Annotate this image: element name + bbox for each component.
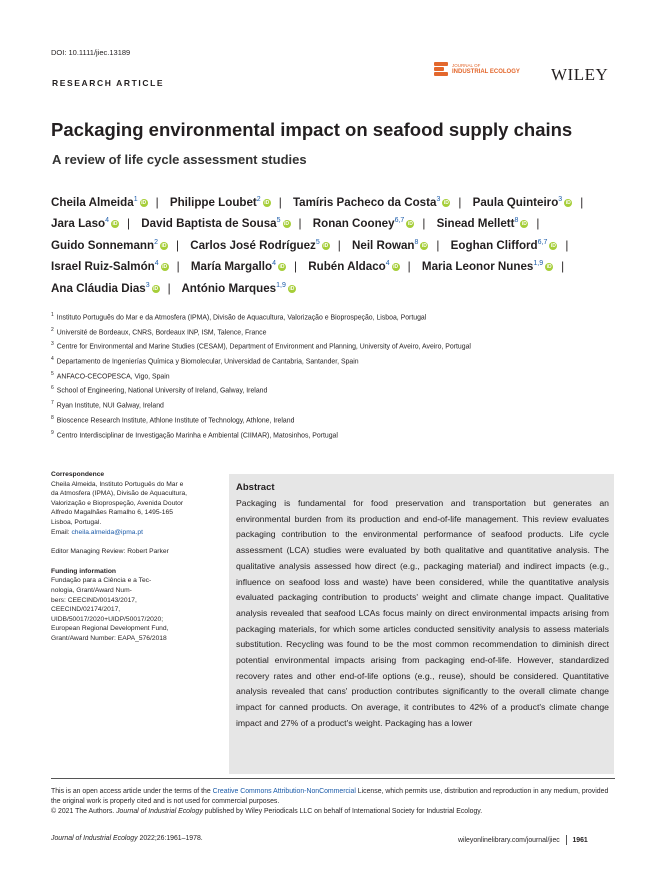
side-text-line: CEECIND/02174/2017, <box>51 606 121 614</box>
orcid-icon[interactable]: iD <box>264 199 270 206</box>
author-separator: | <box>278 196 282 209</box>
author-affiliation-ref[interactable]: 2 <box>154 238 158 246</box>
journal-logo-icon <box>434 62 448 76</box>
author-separator: | <box>298 217 302 231</box>
side-text-line: UIDB/50017/2020+UIDP/50017/2020; <box>51 615 164 623</box>
orcid-icon[interactable]: iD <box>393 264 399 271</box>
doi[interactable]: DOI: 10.1111/jiec.13189 <box>51 48 131 57</box>
author-name[interactable]: Ana Cláudia Dias$^3$ iD <box>51 281 159 295</box>
journal-logo-line1: JOURNAL OF <box>452 63 481 68</box>
orcid-icon[interactable]: iD <box>421 242 427 249</box>
author-separator: | <box>561 260 565 274</box>
author-separator: | <box>407 260 411 274</box>
author-affiliation-ref[interactable]: 3 <box>558 196 563 204</box>
author-name[interactable]: María Margallo$^4$ iD <box>190 260 285 274</box>
correspondence-email: Email: cheila.almeida@ipma.pt <box>51 528 143 536</box>
side-text-line: Lisboa, Portugal. <box>51 518 102 526</box>
journal-url-link[interactable]: wileyonlinelibrary.com/journal/jiec <box>458 836 560 844</box>
author-affiliation-ref[interactable]: 4 <box>105 217 110 225</box>
side-text-line: da Atmosfera (IPMA), Divisão de Aquacultura, <box>51 490 188 498</box>
author-name[interactable]: Maria Leonor Nunes$^{1,9}$ iD <box>421 260 552 274</box>
author-affiliation-ref[interactable]: 6,7 <box>537 238 548 246</box>
side-text-line: nologia, Grant/Award Num- <box>51 586 132 594</box>
side-text-line: Valorização e Bioprospeção, Avenida Doutor <box>51 499 184 507</box>
author-affiliation-ref[interactable]: 8 <box>514 217 519 225</box>
author-separator: | <box>422 217 426 231</box>
affiliation: $^9$ Centro Interdisciplinar de Investigação Marinha e Ambiental (CIIMAR), Matosinhos, Portugal <box>51 429 338 439</box>
author-list <box>51 192 621 299</box>
page-number: 1961 <box>572 836 588 844</box>
author-name[interactable]: Guido Sonnemann$^2$ iD <box>51 238 167 252</box>
orcid-icon[interactable]: iD <box>565 199 571 206</box>
author-separator: | <box>176 260 180 274</box>
author-separator: | <box>175 238 179 252</box>
journal-logo <box>434 62 520 76</box>
author-separator: | <box>536 217 540 231</box>
orcid-icon[interactable]: iD <box>443 199 449 206</box>
author-name[interactable]: Jara Laso$^4$ iD <box>51 217 118 231</box>
orcid-icon[interactable]: iD <box>141 199 147 206</box>
side-column <box>51 470 219 644</box>
author-separator: | <box>458 196 462 209</box>
author-separator: | <box>565 238 569 252</box>
orcid-icon[interactable]: iD <box>550 242 556 249</box>
side-text-line: Fundação para a Ciência e a Tec- <box>51 577 152 585</box>
author-separator: | <box>167 281 171 295</box>
affiliation: $^3$ Centre for Environmental and Marine Studies (CESAM), Department of Environment and Planning, University of Aveiro, Aveiro, Portugal <box>51 341 471 351</box>
author-separator: | <box>337 238 341 252</box>
author-affiliation-ref[interactable]: 5 <box>276 217 281 225</box>
abstract-text: Packaging is fundamental for food preservation and transportation but generates an environmental burden from its production and end-of-life management. This review evaluates packaging contribution to the environmental performance of seafood products. Life cycle assessment (LCA) studies were evaluated by both qualitative and quantitative analysis. The qualitative analysis assessed how direct (e.g., packaging material) and indirect impacts (e.g., influence on seafood loss and waste) have been considered, while the quantitative analysis evaluated packaging contribution to products' weight and climate change impact. Qualitative analysis revealed that seafood LCAs focus mainly on direct environmental impacts arising from packaging materials, for which some articles conducted sensitivity analysis to assess materials substitution. Recycling was found to be the most common recommendation to diminish direct potential environmental impacts arising from packaging end-of-life. However, standardized recovery rates and other end-of-life options (e.g., reuse), should be considered. Quantitative analysis revealed that cans' production contributes significantly to the overall climate change impact for canned products. On average, it contributes to 42% of a product's climate change impact and 27% of a product's weight. Packaging has a lower <box>236 498 609 728</box>
orcid-icon[interactable]: iD <box>161 242 167 249</box>
author-name[interactable]: Tamíris Pacheco da Costa$^3$ iD <box>292 196 449 209</box>
author-separator: | <box>155 196 159 209</box>
side-text-line: bers: CEECIND/00143/2017, <box>51 596 137 604</box>
author-name[interactable]: Sinead Mellett$^8$ iD <box>436 217 527 231</box>
affiliation: $^5$ ANFACO-CECOPESCA, Vigo, Spain <box>51 370 170 381</box>
email-link[interactable]: cheila.almeida@ipma.pt <box>71 528 143 536</box>
orcid-icon[interactable]: iD <box>521 221 527 228</box>
author-affiliation-ref[interactable]: 1,9 <box>533 260 544 268</box>
author-affiliation-ref[interactable]: 8 <box>414 238 419 246</box>
author-name[interactable]: António Marques$^{1,9}$ iD <box>181 281 295 295</box>
author-affiliation-ref[interactable]: 2 <box>256 196 261 204</box>
orcid-icon[interactable]: iD <box>323 242 329 249</box>
author-separator: | <box>293 260 297 274</box>
affiliation: $^7$ Ryan Institute, NUI Galway, Ireland <box>51 400 164 410</box>
orcid-icon[interactable]: iD <box>153 285 159 292</box>
author-affiliation-ref[interactable]: 1 <box>133 196 138 204</box>
cc-license-link[interactable]: Creative Commons Attribution-NonCommercial <box>212 788 356 795</box>
article-title: Packaging environmental impact on seafood supply chains <box>51 119 573 140</box>
orcid-icon[interactable]: iD <box>284 221 290 228</box>
author-name[interactable]: Neil Rowan$^8$ iD <box>352 238 427 252</box>
author-name[interactable]: Paula Quinteiro$^3$ iD <box>472 196 571 209</box>
affiliation: $^8$ Bioscence Research Institute, Athlone Institute of Technology, Athlone, Ireland <box>51 414 295 425</box>
affiliation: $^2$ Université de Bordeaux, CNRS, Bordeaux INP, ISM, Talence, France <box>51 326 267 336</box>
abstract-box <box>229 474 614 774</box>
funding-text <box>51 576 219 643</box>
author-affiliation-ref[interactable]: 5 <box>315 238 320 246</box>
orcid-icon[interactable]: iD <box>112 221 118 228</box>
orcid-icon[interactable]: iD <box>279 264 285 271</box>
orcid-icon[interactable]: iD <box>289 285 295 292</box>
author-name[interactable]: Eoghan Clifford$^{6,7}$ iD <box>450 238 556 252</box>
author-name[interactable]: Israel Ruiz-Salmón$^4$ iD <box>51 260 168 274</box>
footer-right <box>458 835 588 845</box>
abstract-heading: Abstract <box>236 482 275 493</box>
side-text-line: European Regional Development Fund, <box>51 625 169 633</box>
correspondence-heading: Correspondence <box>51 471 105 478</box>
author-affiliation-ref[interactable]: 4 <box>272 260 276 268</box>
author-name[interactable]: Carlos José Rodríguez$^5$ iD <box>190 238 329 252</box>
author-affiliation-ref[interactable]: 4 <box>154 260 159 268</box>
side-text-line: Alfredo Magalhães Ramalho 6, 1495-165 <box>51 509 173 517</box>
author-name[interactable]: David Baptista de Sousa$^5$ iD <box>141 217 290 231</box>
author-affiliation-ref[interactable]: 3 <box>436 196 441 204</box>
affiliation: $^4$ Departamento de Ingenierías Química y Biomolecular, Universidad de Cantabria, Santander, Spain <box>51 356 359 366</box>
affiliation: $^6$ School of Engineering, National University of Ireland, Galway, Ireland <box>51 385 268 395</box>
editor-line: Editor Managing Review: Robert Parker <box>51 548 169 556</box>
author-name[interactable]: Philippe Loubet$^2$ iD <box>169 196 270 209</box>
author-affiliation-ref[interactable]: 1,9 <box>276 281 286 289</box>
article-type: RESEARCH ARTICLE <box>52 78 165 88</box>
article-subtitle: A review of life cycle assessment studies <box>52 152 307 167</box>
author-affiliation-ref[interactable]: 4 <box>385 260 390 268</box>
side-text-line: Cheila Almeida, Instituto Português do Mar e <box>51 480 184 488</box>
correspondence-address <box>51 480 219 528</box>
orcid-icon[interactable]: iD <box>162 264 168 271</box>
footer-citation: Journal of Industrial Ecology 2022;26:1961–1978. <box>51 835 203 842</box>
side-text-line: Grant/Award Number: EAPA_576/2018 <box>51 634 167 642</box>
author-separator: | <box>580 196 584 209</box>
orcid-icon[interactable]: iD <box>407 221 413 228</box>
author-separator: | <box>127 217 131 231</box>
footer-divider <box>51 778 615 779</box>
author-name[interactable]: Rubén Aldaco$^4$ iD <box>308 260 399 274</box>
journal-logo-line2: INDUSTRIAL ECOLOGY <box>452 69 520 75</box>
affiliation: $^1$ Instituto Português do Mar e da Atmosfera (IPMA), Divisão de Aquacultura, Valorização e Bioprospeção, Lisboa, Portugal <box>51 312 427 322</box>
author-affiliation-ref[interactable]: 3 <box>145 281 150 289</box>
author-affiliation-ref[interactable]: 6,7 <box>394 217 405 225</box>
author-name[interactable]: Cheila Almeida$^1$ iD <box>51 196 147 209</box>
author-name[interactable]: Ronan Cooney$^{6,7}$ iD <box>312 217 413 231</box>
affiliation-list <box>51 308 641 440</box>
orcid-icon[interactable]: iD <box>546 264 552 271</box>
author-separator: | <box>436 238 440 252</box>
license-text: This is an open access article under the terms of the Creative Commons Attribution-NonCommercial License, which permits use, distribution and reproduction in any medium, provided the original work is properly cited and is not used for commercial purposes. © 2021 The Authors. Journal of Industrial Ecology published by Wiley Periodicals LLC on behalf of International Society for Industrial Ecology. <box>51 788 609 815</box>
publisher-logo: WILEY <box>551 65 609 84</box>
funding-heading: Funding information <box>51 567 117 575</box>
